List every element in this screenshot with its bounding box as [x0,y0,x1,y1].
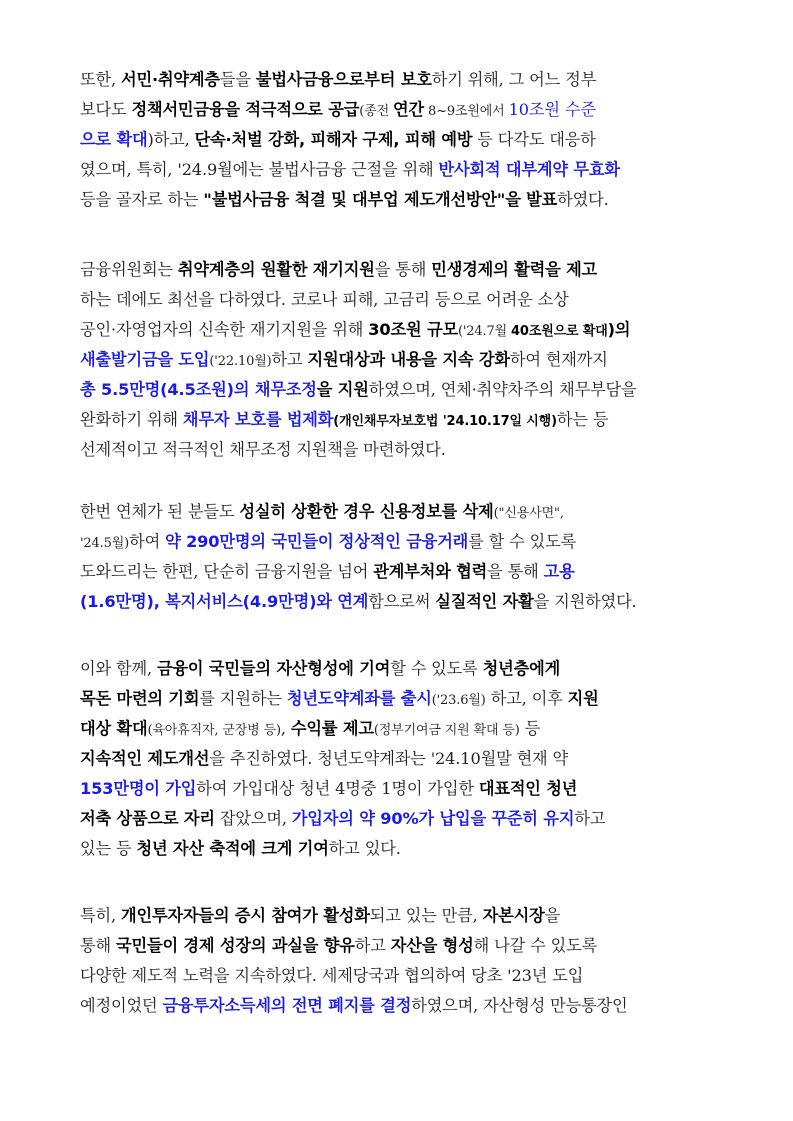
emphasized-text: 자본시장 [482,906,545,925]
emphasized-text: 성실히 상환한 경우 신용정보를 삭제 [239,502,494,521]
emphasized-text: 서민·취약계층 [120,70,220,89]
body-text: 또한, [80,70,121,89]
body-text: 을 통해 [374,260,432,279]
body-text: ('24.7월 [457,324,512,339]
emphasized-text: 금융이 국민들의 자산형성에 기여 [156,659,391,678]
body-text: 하였으며, 자산형성 만능통장인 [411,996,628,1015]
emphasized-text: 153만명이 가입 [80,779,197,798]
emphasized-text: 청년도약계좌를 출시 [286,689,432,708]
body-text: 10조원 수준 [508,100,596,119]
text-line [80,405,713,435]
body-text: 였으며, 특히, '24.9월에는 불법사금융 근절을 위해 [80,160,439,179]
body-text: 를 지원하는 [199,689,287,708]
body-text: ('23.6월) [431,693,486,708]
body-text: 완화하기 위해 [80,410,183,429]
emphasized-text: 자산을 형성 [390,936,474,955]
emphasized-text: 목돈 마련의 기회 [80,689,200,708]
body-text: 하고 [271,350,308,369]
paragraph-credit-amnesty [80,497,713,617]
emphasized-text: 불법사금융으로부터 보호 [255,70,432,89]
text-line [80,587,713,617]
body-text: 보다도 [80,100,132,119]
emphasized-text: 반사회적 대부계약 무효화 [438,160,620,179]
text-line [80,961,713,991]
body-text: 되고 있는 만큼, [369,906,483,925]
text-line [80,557,713,587]
body-text: 통해 [80,936,116,955]
paragraph-youth-account [80,654,713,864]
emphasized-text: 30조원 규모 [368,320,458,339]
text-line [80,315,713,345]
body-text: 함으로써 [368,592,436,611]
emphasized-text: 지원 [567,689,599,708]
emphasized-text: 금융투자소득세의 전면 폐지를 결정 [162,996,412,1015]
body-text: ("신용사면", [493,506,564,521]
emphasized-text: "불법사금융 척결 및 대부업 제도개선방안"을 발표 [203,190,558,209]
emphasized-text: 가입자의 약 90%가 납입을 꾸준히 유지 [291,809,575,828]
body-text: 하고 [574,809,606,828]
body-text: '24.5월) [80,536,130,551]
body-text: 하여 현재까지 [509,350,608,369]
text-line [80,774,713,804]
body-text: 를 할 수 있도록 [468,532,577,551]
body-text: 도와드리는 한편, 단순히 금융지원을 넘어 [80,562,374,581]
body-text: 하였다. [557,190,609,209]
text-line [80,804,713,834]
body-text: 등을 골자로 하는 [80,190,204,209]
text-line [80,345,713,375]
text-line [80,834,713,864]
body-text: 하는 등 [556,410,609,429]
emphasized-text: 단속·처벌 강화, 피해자 구제, 피해 예방 [194,130,473,149]
text-line [80,155,713,185]
emphasized-text: 실질적인 자활 [435,592,534,611]
body-text: (육아휴직자, 군장병 등) [147,723,281,738]
emphasized-text: 채무자 보호를 법제화 [182,410,334,429]
body-text: 하고 있다. [328,839,401,858]
body-text: 금융위원회는 [80,260,178,279]
body-text: 하고 [354,936,391,955]
body-text: 을 [544,906,561,925]
body-text: 을 지원하였다. [533,592,637,611]
text-line [80,375,713,405]
text-line [80,65,713,95]
paragraph-recovery-support [80,255,713,465]
text-line [80,901,713,931]
text-line [80,931,713,961]
emphasized-text: 개인투자자들의 증시 참여가 활성화 [120,906,370,925]
emphasized-text: 민생경제의 활력을 제고 [431,260,598,279]
emphasized-text: 을 지원 [316,380,369,399]
emphasized-text: (1.6만명), 복지서비스(4.9만명)와 연계 [80,592,369,611]
body-text: 이와 함께, [80,659,157,678]
emphasized-text: 으로 확대 [80,130,148,149]
emphasized-text: 연간 [393,100,424,119]
text-line [80,744,713,774]
body-text: 등 다각도 대응하 [472,130,596,149]
text-line [80,654,713,684]
body-text: 한번 연체가 된 분들도 [80,502,240,521]
emphasized-text: 지속적인 제도개선 [80,749,210,768]
text-line [80,684,713,714]
body-text: 하여 가입대상 청년 4명중 1명이 가입한 [196,779,479,798]
text-line [80,435,713,465]
body-text: 해 나갈 수 있도록 [473,936,598,955]
body-text: 선제적이고 적극적인 채무조정 지원책을 마련하였다. [80,440,446,459]
text-line [80,714,713,744]
emphasized-text: 총 5.5만명(4.5조원)의 채무조정 [80,380,317,399]
emphasized-text: 대표적인 청년 [478,779,578,798]
emphasized-text: 대상 확대 [80,719,148,738]
body-text: (정부기여금 지원 확대 등) [373,723,520,738]
emphasized-text: 관계부처와 협력 [373,562,488,581]
emphasized-text: 국민들이 경제 성장의 과실을 향유 [115,936,355,955]
emphasized-text: 정책서민금융을 적극적으로 공급 [131,100,360,119]
body-text: 하는 데에도 최선을 다하였다. 코로나 피해, 고금리 등으로 어려운 소상 [80,290,569,309]
text-line [80,125,713,155]
text-line [80,497,713,527]
text-line [80,285,713,315]
body-text: , [280,719,291,738]
emphasized-text: 지원대상과 내용을 지속 강화 [307,350,510,369]
body-text: 하였으며, 연체·취약차주의 채무부담을 [368,380,637,399]
body-text: 을 추진하였다. 청년도약계좌는 '24.10월말 현재 약 [209,749,569,768]
body-text: 특히, [80,906,121,925]
text-line [80,991,713,1021]
emphasized-text: 고용 [543,562,575,581]
body-text: 예정이었던 [80,996,163,1015]
body-text: (종전 [359,104,393,119]
emphasized-text: 저축 상품으로 자리 [80,809,215,828]
body-text: 다양한 제도적 노력을 지속하였다. 세제당국과 협의하여 당초 '23년 도입 [80,966,584,985]
emphasized-text: 40조원으로 확대 [511,324,608,339]
text-line [80,255,713,285]
emphasized-text: 수익률 제고 [290,719,374,738]
body-text: 잡았으며, [214,809,292,828]
body-text: 들을 [219,70,256,89]
emphasized-text: 청년층에게 [482,659,561,678]
text-line [80,185,713,215]
emphasized-text: 청년 자산 축적에 크게 기여 [136,839,329,858]
emphasized-text: )의 [607,320,631,339]
body-text: 하고, 이후 [485,689,568,708]
body-text: 8~9조원에서 [423,104,509,119]
paragraph-capital-market [80,901,713,1021]
body-text: 공인·자영업자의 신속한 재기지원을 위해 [80,320,369,339]
text-line [80,95,713,125]
emphasized-text: (개인채무자보호법 '24.10.17일 시행) [333,414,557,429]
paragraph-vulnerable-protection [80,65,713,215]
emphasized-text: 취약계층의 원활한 재기지원 [177,260,375,279]
body-text: ('22.10월) [209,354,272,369]
emphasized-text: 약 290만명의 국민들이 정상적인 금융거래 [165,532,469,551]
body-text: )하고, [147,130,195,149]
body-text: 을 통해 [487,562,544,581]
emphasized-text: 새출발기금을 도입 [80,350,210,369]
body-text: 하기 위해, 그 어느 정부 [431,70,597,89]
body-text: 할 수 있도록 [390,659,483,678]
body-text: 하여 [129,532,166,551]
body-text: 등 [519,719,541,738]
text-line [80,527,713,557]
body-text: 있는 등 [80,839,137,858]
